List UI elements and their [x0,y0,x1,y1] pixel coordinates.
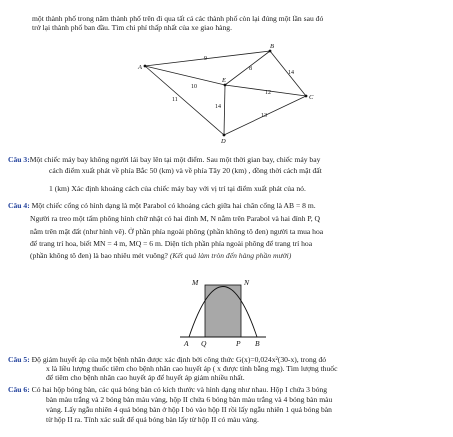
vertex-E-dot [224,84,227,87]
vertex-D-label: D [221,138,226,145]
point-Q-label: Q [201,339,207,348]
q4-line-3: nằm trên mặt đất (như hình vẽ). Ở phần phía ngoài phông (phần không tô đen) người ta mua hoa [30,227,324,236]
q6-line-1 [8,385,327,394]
q5-line-2: x là liều lượng thuốc tiêm cho bệnh nhân cao huyết áp ( x được tính bằng mg). Tìm lượng thuốc [46,364,338,373]
point-N-label: N [244,278,250,287]
vertex-C-label: C [309,94,314,101]
q3-text-1: Một chiếc máy bay không người lái bay lên tại một điểm. Sau một thời gian bay, chiếc máy bay [29,155,321,164]
weight-DC: 13 [261,113,267,119]
q4-line-4: để trang trí hoa, biết MN = 4 m, MQ = 6 m. Diện tích phần phía ngoài phông để trang trí hoa [30,239,313,248]
vertex-E-label: E [222,77,226,84]
q5-line-1 [8,355,326,364]
intro-line-1: một thành phố trong năm thành phố trên đi qua tất cả các thành phố còn lại đúng một lần sau đó [32,14,324,23]
point-B-label: B [255,339,260,348]
weight-BE: 8 [249,66,252,72]
vertex-A-dot [144,65,147,68]
q6-line-2: bàn màu trắng và 2 bóng bàn màu vàng, hộp II chứa 6 bóng bàn màu trắng và 4 bóng bàn màu [46,395,333,404]
weight-ED: 14 [215,104,221,110]
intro-line-2: trở lại thành phố ban đầu. Tìm chi phí thấp nhất của xe giao hàng. [32,23,232,32]
vertex-A-label: A [138,64,142,71]
q3-line-2: cách điểm xuất phát về phía Bắc 50 (km) và về phía Tây 20 (km) , đồng thời cách mặt đất [49,166,322,175]
q6-text-1: Có hai hộp bóng bàn, các quả bóng bàn có kích thước và hình dạng như nhau. Hộp I chứa 3 bóng [31,385,328,394]
vertex-B-dot [269,50,272,53]
point-P-label: P [236,339,241,348]
weight-AD: 11 [172,97,178,103]
q4-rounding-note: (Kết quả làm tròn đến hàng phần mười) [169,251,292,260]
vertex-D-dot [223,134,226,137]
edge-AD [145,66,224,135]
vertex-B-label: B [270,43,274,50]
q4-line-1 [8,201,316,210]
q6-label: Câu 6: [8,385,30,394]
q4-label: Câu 4: [8,201,30,210]
parabola-gate-figure [0,270,453,350]
q6-line-3: vàng. Lấy ngẫu nhiên 4 quả bóng bàn ở hộp I bỏ vào hộp II rồi lấy ngẫu nhiên 1 quả bóng bàn [46,405,332,414]
q3-label: Câu 3: [8,155,30,164]
q4-text-1: Một chiếc cổng có hình dạng là một Parabol có khoảng cách giữa hai chân cổng là AB = 8 m. [31,201,316,210]
vertex-C-dot [305,95,308,98]
q3-line-3: 1 (km) Xác định khoảng cách của chiếc máy bay với vị trí tại điểm xuất phát của nó. [49,184,306,193]
weight-EC: 12 [265,90,271,96]
q5-line-3: để tiêm cho bệnh nhân cao huyết áp để huyết áp giảm nhiều nhất. [46,373,245,382]
q3-line-1 [8,155,320,164]
q6-line-4: từ hộp II ra. Tính xác suất để quả bóng bàn lấy từ hộp II có màu vàng. [46,415,259,424]
q4-line-2: Người ra treo một tấm phông hình chữ nhật có hai đỉnh M, N nằm trên Parabol và hai đỉnh P, Q [30,214,321,223]
q4-text-5: (phần không tô đen) là bao nhiêu mét vuông? [30,251,170,260]
weight-AB: 9 [204,56,207,62]
q5-label: Câu 5: [8,355,30,364]
q4-line-5 [30,251,291,260]
point-M-label: M [192,278,199,287]
weight-BC: 14 [288,70,294,76]
banner-rectangle [205,285,241,337]
edge-AE [145,66,225,85]
edge-ED [224,85,225,135]
q5-text-1: Độ giảm huyết áp của một bệnh nhân được xác định bởi công thức G(x)=0,024x²(30-x), trong đó [31,355,327,364]
weight-AE: 10 [191,84,197,90]
edge-BE [225,51,270,85]
point-A-label: A [184,339,189,348]
edge-AB [145,51,270,66]
